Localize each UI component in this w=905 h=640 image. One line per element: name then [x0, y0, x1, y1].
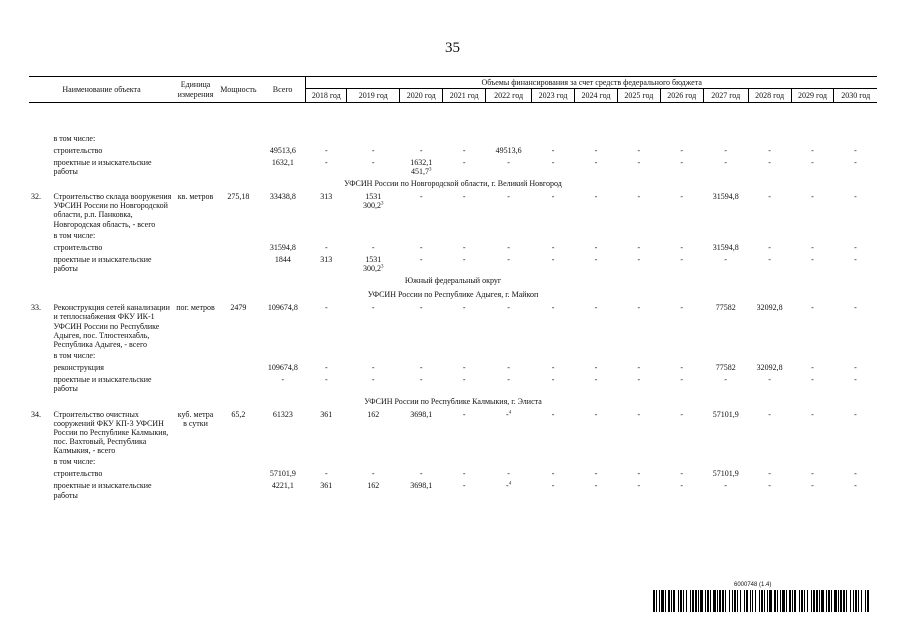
year-cell: -: [854, 375, 857, 385]
year-cell: -: [594, 242, 598, 252]
row-total: 33438,8: [269, 192, 296, 202]
header-year: 2020 год: [400, 89, 443, 103]
year-cell: -: [680, 145, 684, 155]
year-cell: -: [462, 145, 466, 155]
year-cell: -: [594, 303, 598, 313]
year-cell: -: [594, 469, 598, 479]
region-row: [29, 274, 877, 288]
incl-label: в том числе:: [53, 351, 96, 361]
row-total: 1632,1: [271, 157, 294, 167]
year-cell: -: [811, 192, 814, 202]
year-cell: -: [854, 192, 857, 202]
page-number: 35: [445, 40, 460, 56]
row-total: 109674,8: [267, 303, 298, 313]
header-year: 2018 год: [306, 89, 347, 103]
header-funding: Объемы финансирования за счет средств федерального бюджета: [306, 77, 877, 89]
year-cell-footnoted: -$^4$: [506, 481, 512, 491]
year-cell: -: [507, 375, 510, 385]
year-cell-stacked: [347, 191, 400, 230]
year-cell: -: [680, 157, 684, 167]
row-name: проектные и изыскательские работы: [53, 254, 152, 273]
year-cell: -: [507, 192, 510, 202]
table-row: [29, 374, 877, 394]
year-cell: -: [507, 303, 510, 313]
year-cell: -: [680, 192, 684, 202]
year-cell: -: [507, 242, 510, 252]
footnote-mark: 3: [381, 201, 384, 207]
row-total: 31594,8: [269, 242, 296, 252]
header-year: 2028 год: [748, 89, 791, 103]
year-cell: -: [768, 469, 771, 479]
value-b: 300,2$^3$: [363, 201, 384, 211]
year-cell: -: [811, 242, 814, 252]
year-cell: -: [724, 145, 728, 155]
year-cell: -: [594, 363, 598, 373]
year-cell: -: [724, 254, 728, 264]
footnote-mark: 3: [381, 264, 384, 270]
year-cell: 57101,9: [712, 469, 739, 479]
year-cell: -: [462, 481, 466, 491]
year-cell: 313: [320, 254, 333, 264]
table-row: [29, 456, 877, 468]
year-cell: -: [854, 303, 857, 313]
year-cell: -: [462, 375, 466, 385]
year-cell: -: [768, 254, 771, 264]
year-cell: -: [637, 409, 641, 419]
year-cell: -: [419, 469, 423, 479]
table-row: [29, 302, 877, 350]
year-cell: -: [854, 145, 857, 155]
year-cell: -: [854, 481, 857, 491]
year-cell: -: [854, 254, 857, 264]
year-cell: -: [811, 469, 814, 479]
row-name: строительство: [53, 469, 103, 479]
year-cell: -: [680, 242, 684, 252]
footnote-mark: 4: [508, 409, 512, 415]
year-cell: -: [324, 375, 328, 385]
year-cell: -: [594, 145, 598, 155]
year-cell: 77582: [715, 363, 736, 373]
year-cell-stacked: [400, 157, 443, 177]
year-cell: -: [371, 145, 375, 155]
region-row: [29, 395, 877, 409]
year-cell: -: [419, 254, 423, 264]
footnote-mark: 4: [508, 481, 512, 487]
year-cell: -: [724, 157, 728, 167]
year-cell: -: [637, 303, 641, 313]
year-cell: -: [419, 363, 423, 373]
row-name: строительство: [53, 242, 103, 252]
year-cell: -: [637, 242, 641, 252]
barcode-label: 6000748 (1.4): [734, 582, 772, 588]
year-cell: 162: [367, 409, 380, 419]
row-total: 61323: [272, 409, 293, 419]
year-cell: -: [768, 192, 771, 202]
table-row: [29, 480, 877, 500]
year-cell: -: [768, 375, 771, 385]
header-year: 2025 год: [617, 89, 660, 103]
object-name: Строительство очистных сооружений ФКУ КП-3 УФСИН России по Республике Калмыкия, пос. Вахтовый, Республика Калмыкия, - всего: [53, 409, 169, 456]
unit-cell: пог. метров: [176, 303, 215, 313]
year-cell: -: [551, 157, 555, 167]
header-year: 2022 год: [486, 89, 532, 103]
footnote-mark: 3: [429, 167, 432, 173]
year-cell: 313: [320, 192, 333, 202]
year-cell: -: [371, 157, 375, 167]
year-cell: -: [551, 242, 555, 252]
year-cell: -: [768, 157, 771, 167]
row-total: -: [281, 375, 285, 385]
year-cell: -: [637, 145, 641, 155]
row-name: проектные и изыскательские работы: [53, 375, 152, 394]
year-cell: 77582: [715, 303, 736, 313]
year-cell: 3698,1: [410, 409, 433, 419]
year-cell: -: [419, 145, 423, 155]
unit-cell: куб. метра в сутки: [177, 409, 214, 428]
year-cell: 32092,8: [756, 363, 783, 373]
year-cell: -: [637, 469, 641, 479]
year-cell: -: [462, 157, 466, 167]
value-b: 451,7$^3$: [411, 166, 432, 176]
item-number: 33.: [31, 303, 41, 313]
document-barcode: [653, 582, 873, 612]
year-cell: -: [594, 409, 598, 419]
year-cell: 361: [320, 481, 333, 491]
year-cell: -: [551, 363, 555, 373]
year-cell: -: [854, 363, 857, 373]
year-cell: -: [680, 409, 684, 419]
year-cell: 31594,8: [712, 192, 739, 202]
row-total: 1844: [274, 254, 291, 264]
region-title: УФСИН России по Новгородской области, г. Великий Новгород: [344, 179, 562, 189]
year-cell: -: [724, 481, 728, 491]
table-row: [29, 242, 877, 254]
year-cell: -: [637, 481, 641, 491]
region-title: УФСИН России по Республике Адыгея, г. Майкоп: [367, 290, 539, 300]
table-row: [29, 133, 877, 145]
header-unit: Единица измерения: [174, 77, 217, 103]
item-number: 34.: [31, 409, 41, 419]
object-name: Строительство склада вооружения УФСИН России по Новгородской области, р.п. Панковка, Новгородская область, - всего: [53, 192, 172, 229]
year-cell-footnoted: -$^4$: [506, 409, 512, 419]
year-cell: -: [462, 409, 466, 419]
table-row: [29, 254, 877, 274]
table-row: [29, 362, 877, 374]
year-cell: -: [680, 303, 684, 313]
barcode-icon: [653, 590, 873, 612]
year-cell: -: [594, 375, 598, 385]
header-year: 2030 год: [834, 89, 877, 103]
year-cell: 49513,6: [495, 145, 522, 155]
row-name: реконструкция: [53, 363, 104, 373]
year-cell: -: [324, 363, 328, 373]
year-cell: -: [637, 375, 641, 385]
table-row: [29, 350, 877, 362]
header-year: 2027 год: [703, 89, 748, 103]
year-cell: 361: [320, 409, 333, 419]
year-cell: -: [462, 192, 466, 202]
year-cell: -: [371, 375, 375, 385]
year-cell: -: [551, 409, 555, 419]
year-cell: -: [854, 469, 857, 479]
incl-label: в том числе:: [53, 133, 96, 143]
year-cell: -: [854, 157, 857, 167]
year-cell: -: [811, 157, 814, 167]
year-cell: -: [811, 375, 814, 385]
region-title: УФСИН России по Республике Калмыкия, г. Элиста: [364, 396, 542, 406]
year-cell: -: [680, 375, 684, 385]
header-year: 2023 год: [532, 89, 575, 103]
value-b: 300,2$^3$: [363, 264, 384, 273]
year-cell: -: [507, 254, 510, 264]
row-total: 57101,9: [269, 469, 296, 479]
region-row: [29, 288, 877, 302]
row-name: строительство: [53, 145, 103, 155]
incl-label: в том числе:: [53, 230, 96, 240]
year-cell: -: [462, 254, 466, 264]
year-cell: -: [551, 145, 555, 155]
year-cell: -: [419, 375, 423, 385]
header-year: 2021 год: [443, 89, 486, 103]
year-cell: -: [462, 303, 466, 313]
object-name: Реконструкция сетей канализации и теплоснабжения ФКУ ИК-1 УФСИН России по Республике Адыгея, пос. Тлюстенхабль, Республика Адыгея, - всего: [53, 303, 170, 349]
year-cell: -: [419, 303, 423, 313]
year-cell: -: [462, 363, 466, 373]
table-row: [29, 230, 877, 242]
year-cell: -: [419, 192, 423, 202]
header-name: Наименование объекта: [29, 77, 174, 103]
region-title: Южный федеральный округ: [404, 276, 502, 286]
row-total: 109674,8: [267, 363, 298, 373]
year-cell: -: [680, 481, 684, 491]
year-cell: -: [724, 375, 728, 385]
year-cell: -: [324, 303, 328, 313]
year-cell: 3698,1: [410, 481, 433, 491]
year-cell: -: [854, 242, 857, 252]
year-cell: -: [680, 469, 684, 479]
year-cell: -: [768, 409, 771, 419]
year-cell: -: [811, 363, 814, 373]
row-total: 49513,6: [269, 145, 296, 155]
year-cell: -: [551, 303, 555, 313]
year-cell: -: [637, 363, 641, 373]
capacity-cell: 2479: [230, 303, 247, 313]
year-cell: -: [637, 192, 641, 202]
table-row: [29, 191, 877, 230]
year-cell: -: [324, 157, 328, 167]
item-number: 32.: [31, 192, 41, 202]
year-cell: -: [637, 157, 641, 167]
year-cell: -: [371, 242, 375, 252]
year-cell: -: [680, 363, 684, 373]
year-cell: 31594,8: [712, 242, 739, 252]
row-name: проектные и изыскательские работы: [53, 157, 152, 176]
header-year: 2029 год: [791, 89, 834, 103]
year-cell: -: [551, 469, 555, 479]
header-capacity: Мощность: [217, 77, 260, 103]
year-cell: -: [507, 469, 510, 479]
header-year: 2024 год: [575, 89, 618, 103]
year-cell: -: [680, 254, 684, 264]
year-cell: -: [324, 242, 328, 252]
table-row: [29, 145, 877, 157]
year-cell: -: [419, 242, 423, 252]
year-cell: 57101,9: [712, 409, 739, 419]
incl-label: в том числе:: [53, 457, 96, 467]
year-cell: -: [551, 481, 555, 491]
row-total: 4221,1: [271, 481, 294, 491]
header-year: 2026 год: [660, 89, 703, 103]
year-cell: -: [507, 363, 510, 373]
year-cell: -: [811, 303, 814, 313]
year-cell: -: [594, 481, 598, 491]
year-cell: -: [811, 145, 814, 155]
year-cell: 162: [367, 481, 380, 491]
table-row: [29, 157, 877, 177]
header-total: Всего: [260, 77, 306, 103]
year-cell: -: [854, 409, 857, 419]
table-header-row: [29, 77, 877, 89]
capacity-cell: 275,18: [227, 192, 250, 202]
year-cell: -: [462, 469, 466, 479]
year-cell: -: [811, 409, 814, 419]
year-cell: -: [371, 363, 375, 373]
header-year: 2019 год: [347, 89, 400, 103]
year-cell: -: [462, 242, 466, 252]
year-cell: -: [371, 469, 375, 479]
unit-cell: кв. метров: [177, 192, 214, 202]
year-cell: -: [551, 375, 555, 385]
funding-table: [29, 76, 877, 501]
year-cell: -: [768, 481, 771, 491]
table-row: [29, 409, 877, 457]
year-cell: -: [594, 192, 598, 202]
year-cell: -: [551, 254, 555, 264]
year-cell: -: [594, 157, 598, 167]
row-name: проектные и изыскательские работы: [53, 481, 152, 500]
capacity-cell: 65,2: [231, 409, 246, 419]
year-cell: -: [551, 192, 555, 202]
value-a: 1632,1: [410, 157, 433, 167]
year-cell: -: [637, 254, 641, 264]
region-row: [29, 177, 877, 191]
year-cell: -: [371, 303, 375, 313]
year-cell: 32092,8: [756, 303, 783, 313]
year-cell: -: [811, 254, 814, 264]
year-cell: -: [768, 242, 771, 252]
year-cell: -: [594, 254, 598, 264]
value-a: 1531: [365, 254, 382, 264]
year-cell: -: [324, 469, 328, 479]
year-cell: -: [507, 157, 510, 167]
year-cell: -: [768, 145, 771, 155]
year-cell: -: [324, 145, 328, 155]
year-cell-stacked: [347, 254, 400, 274]
value-a: 1531: [365, 192, 382, 202]
year-cell: -: [811, 481, 814, 491]
table-row: [29, 468, 877, 480]
